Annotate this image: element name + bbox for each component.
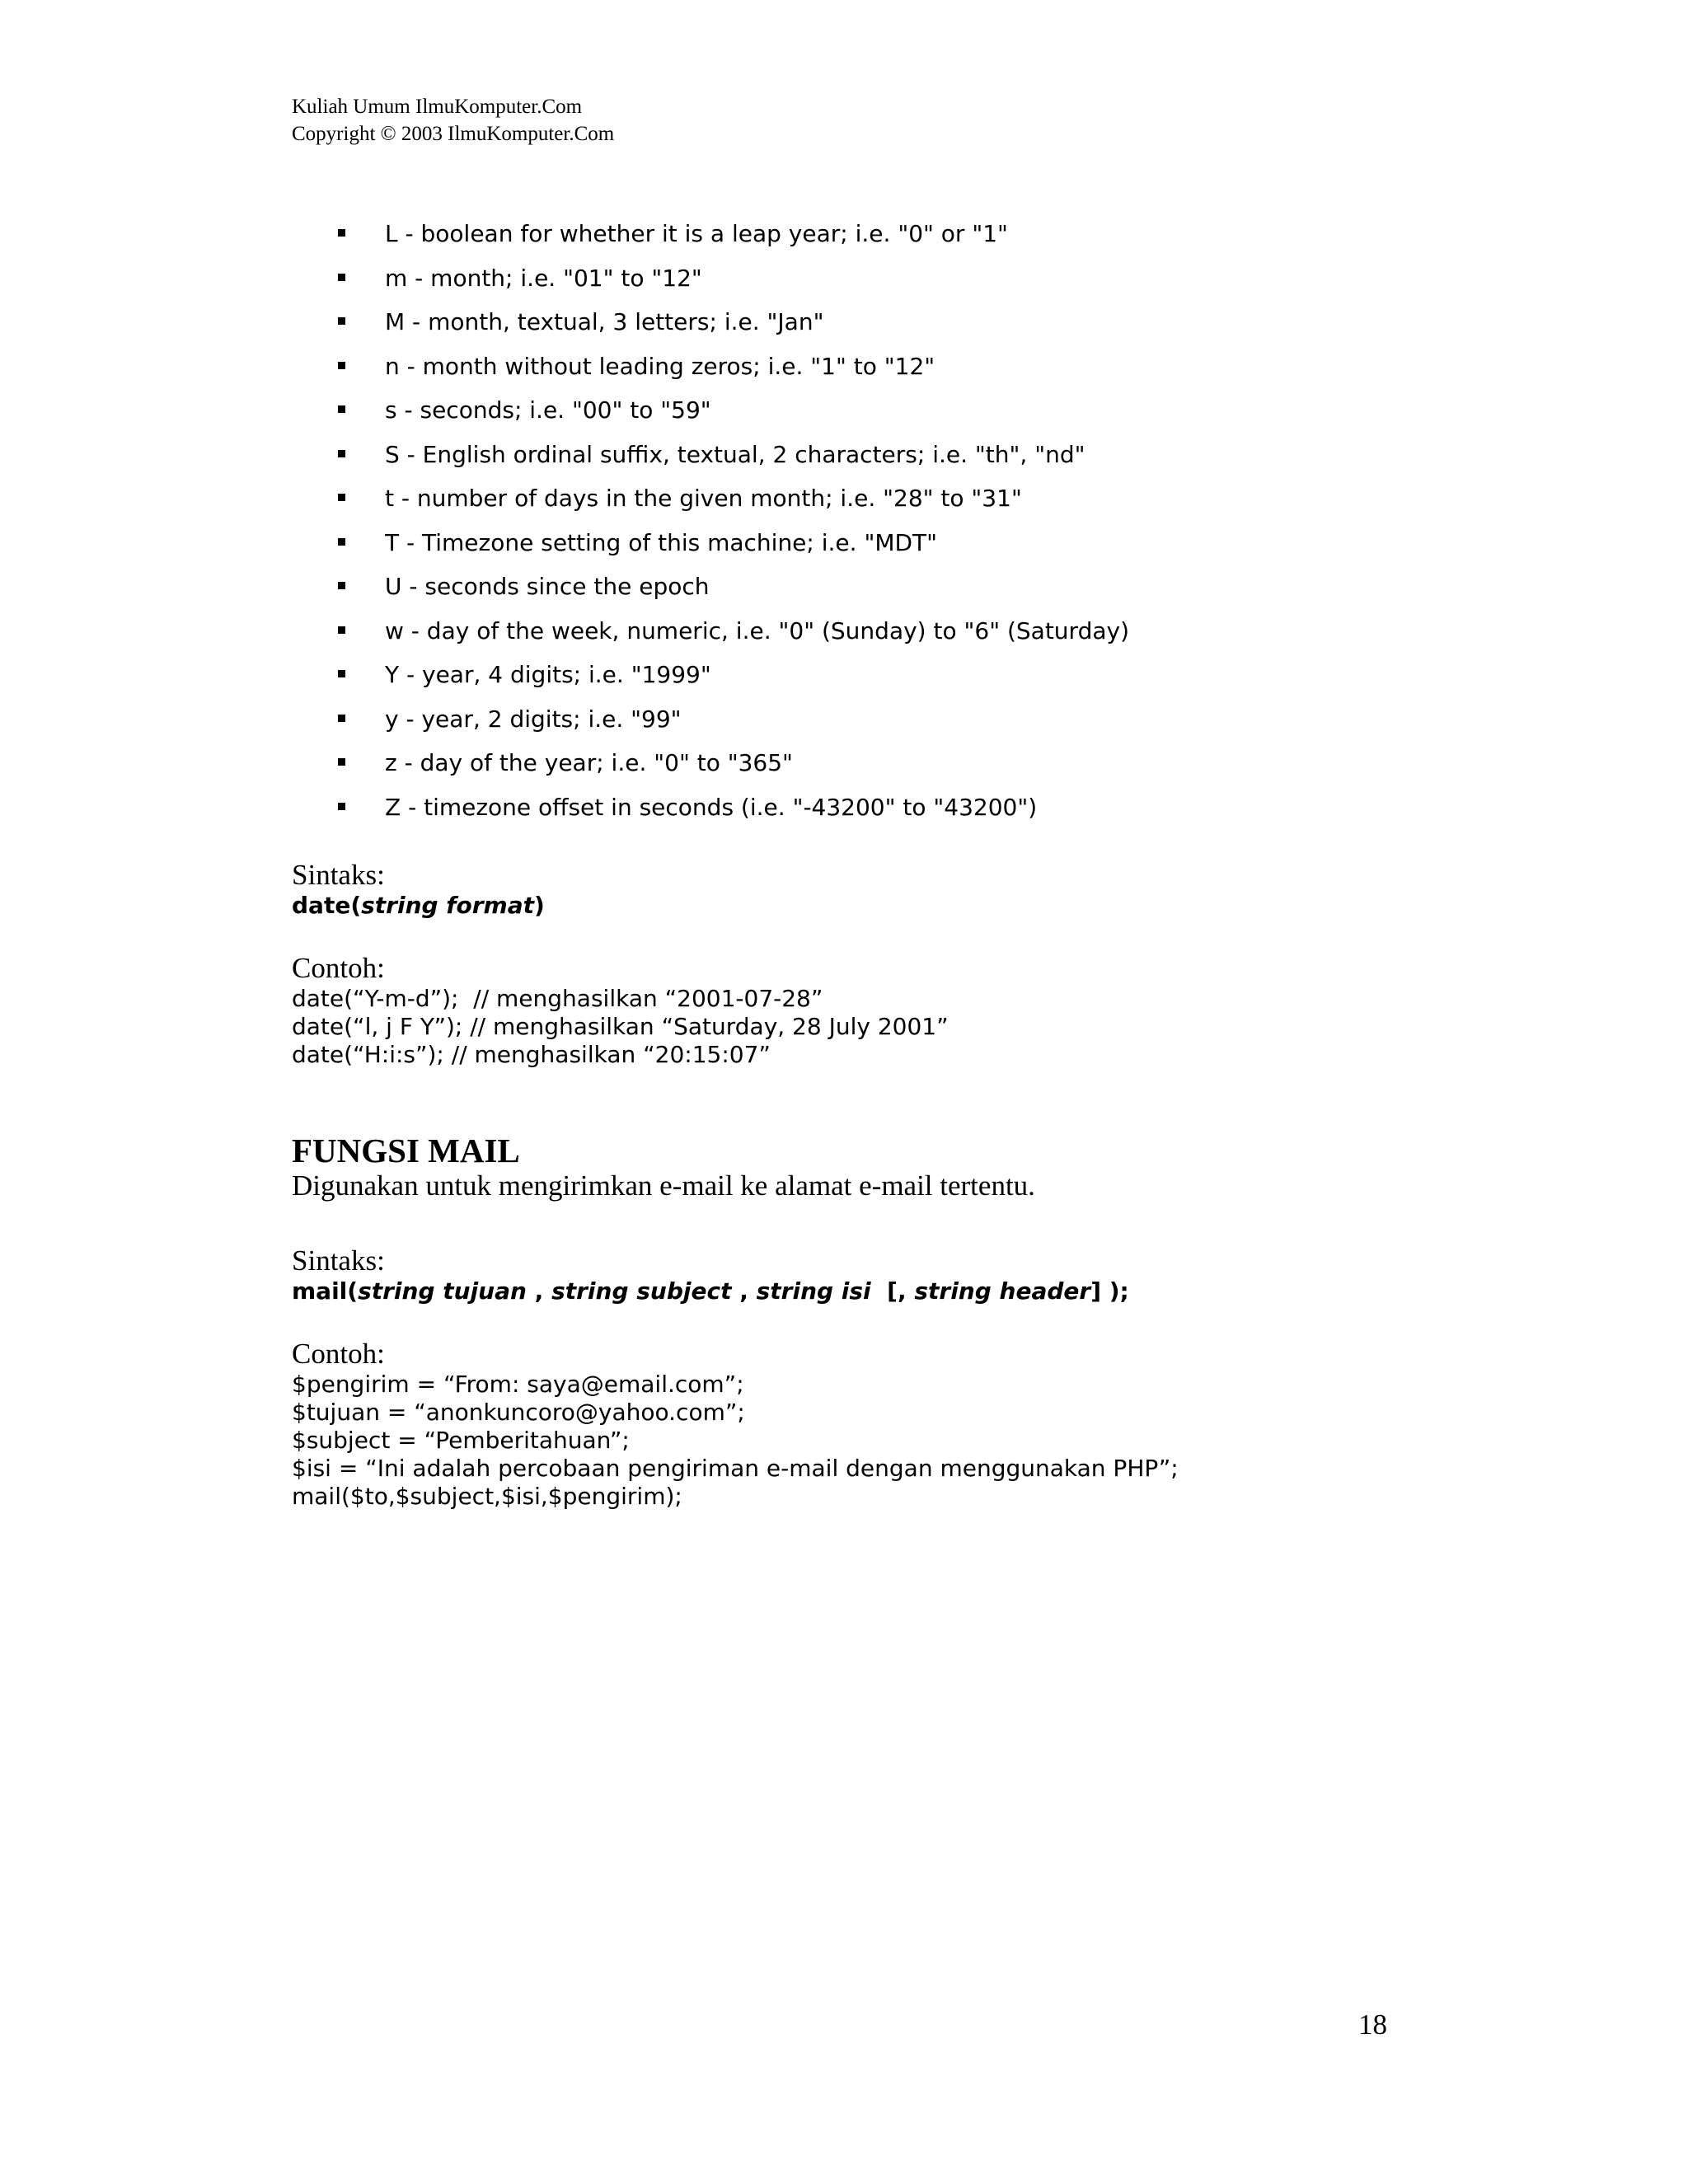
date-syntax-section: [292, 859, 545, 920]
bullet-square-icon: [338, 670, 345, 677]
mail-example-line: mail($to,$subject,$isi,$pengirim);: [292, 1483, 682, 1510]
list-item-text: n - month without leading zeros; i.e. "1" to "12": [385, 352, 935, 380]
mail-contoh-label: Contoh:: [292, 1338, 385, 1370]
list-item: [338, 260, 1129, 305]
bullet-square-icon: [338, 317, 345, 325]
bullet-square-icon: [338, 626, 345, 634]
bullet-square-icon: [338, 229, 345, 237]
date-format-list: [338, 216, 1129, 833]
mail-section-heading: FUNGSI MAIL: [292, 1132, 520, 1169]
date-example-line: date(“Y-m-d”); // menghasilkan “2001-07-28”: [292, 985, 823, 1012]
date-syntax-argument: string format: [361, 892, 534, 919]
mail-section-description: Digunakan untuk mengirimkan e-mail ke alamat e-mail tertentu.: [292, 1169, 1035, 1202]
date-example-line: date(“H:i:s”); // menghasilkan “20:15:07”: [292, 1041, 771, 1068]
list-item-text: y - year, 2 digits; i.e. "99": [385, 705, 682, 733]
mail-example-section: [292, 1338, 1179, 1511]
page-number: 18: [1358, 2008, 1387, 2041]
date-example-section: [292, 952, 949, 1069]
bullet-square-icon: [338, 494, 345, 501]
mail-example-line: $subject = “Pemberitahuan”;: [292, 1427, 630, 1454]
mail-syntax-function: mail(: [292, 1277, 359, 1305]
mail-syntax-section: [292, 1244, 1129, 1305]
bullet-square-icon: [338, 405, 345, 413]
page-header: [292, 93, 614, 148]
bullet-square-icon: [338, 538, 345, 546]
mail-syntax-arg-isi: string isi: [756, 1277, 871, 1305]
list-item: [338, 480, 1129, 525]
mail-syntax-close: ] );: [1090, 1277, 1129, 1305]
mail-syntax-separator: ,: [731, 1277, 757, 1305]
bullet-square-icon: [338, 715, 345, 722]
mail-section: [292, 1132, 1035, 1202]
list-item: [338, 745, 1129, 790]
bullet-square-icon: [338, 803, 345, 810]
list-item: [338, 790, 1129, 834]
mail-syntax-optional-open: [,: [870, 1277, 915, 1305]
bullet-square-icon: [338, 362, 345, 369]
list-item-text: M - month, textual, 3 letters; i.e. "Jan": [385, 308, 824, 335]
list-item-text: Y - year, 4 digits; i.e. "1999": [385, 661, 711, 688]
bullet-square-icon: [338, 582, 345, 589]
mail-example-line: $pengirim = “From: saya@email.com”;: [292, 1371, 744, 1398]
list-item-text: z - day of the year; i.e. "0" to "365": [385, 749, 793, 776]
list-item-text: t - number of days in the given month; i.e. "28" to "31": [385, 485, 1022, 512]
mail-example-line: $isi = “Ini adalah percobaan pengiriman e-mail dengan menggunakan PHP”;: [292, 1455, 1179, 1482]
list-item: [338, 304, 1129, 349]
date-syntax-function: date(: [292, 892, 362, 919]
list-item: [338, 216, 1129, 260]
list-item-text: S - English ordinal suffix, textual, 2 characters; i.e. "th", "nd": [385, 440, 1085, 468]
mail-syntax-arg-header: string header: [914, 1277, 1091, 1305]
header-copyright: Copyright © 2003 IlmuKomputer.Com: [292, 123, 615, 145]
bullet-square-icon: [338, 450, 345, 457]
mail-syntax-arg-tujuan: string tujuan: [358, 1277, 527, 1305]
bullet-square-icon: [338, 758, 345, 766]
date-contoh-label: Contoh:: [292, 952, 385, 984]
list-item: [338, 569, 1129, 613]
bullet-square-icon: [338, 274, 345, 281]
date-sintaks-label: Sintaks:: [292, 859, 385, 891]
mail-syntax-line: [292, 1277, 1129, 1305]
date-syntax-line: [292, 892, 545, 920]
header-course-title: Kuliah Umum IlmuKomputer.Com: [292, 96, 583, 118]
list-item-text: Z - timezone offset in seconds (i.e. "-43200" to "43200"): [385, 793, 1038, 821]
mail-syntax-arg-subject: string subject: [551, 1277, 732, 1305]
list-item-text: T - Timezone setting of this machine; i.e. "MDT": [385, 528, 938, 556]
date-example-line: date(“l, j F Y”); // menghasilkan “Saturday, 28 July 2001”: [292, 1013, 949, 1040]
list-item: [338, 392, 1129, 437]
list-item: [338, 525, 1129, 569]
list-item-text: s - seconds; i.e. "00" to "59": [385, 396, 711, 424]
list-item-text: L - boolean for whether it is a leap year; i.e. "0" or "1": [385, 220, 1008, 247]
mail-example-line: $tujuan = “anonkuncoro@yahoo.com”;: [292, 1399, 745, 1426]
list-item: [338, 349, 1129, 393]
mail-syntax-separator: ,: [526, 1277, 552, 1305]
list-item: [338, 701, 1129, 746]
list-item-text: m - month; i.e. "01" to "12": [385, 264, 702, 292]
list-item-text: U - seconds since the epoch: [385, 573, 710, 600]
list-item: [338, 657, 1129, 701]
list-item-text: w - day of the week, numeric, i.e. "0" (Sunday) to "6" (Saturday): [385, 616, 1129, 644]
list-item: [338, 437, 1129, 481]
date-syntax-close: ): [533, 892, 545, 919]
mail-sintaks-label: Sintaks:: [292, 1244, 385, 1277]
list-item: [338, 613, 1129, 658]
